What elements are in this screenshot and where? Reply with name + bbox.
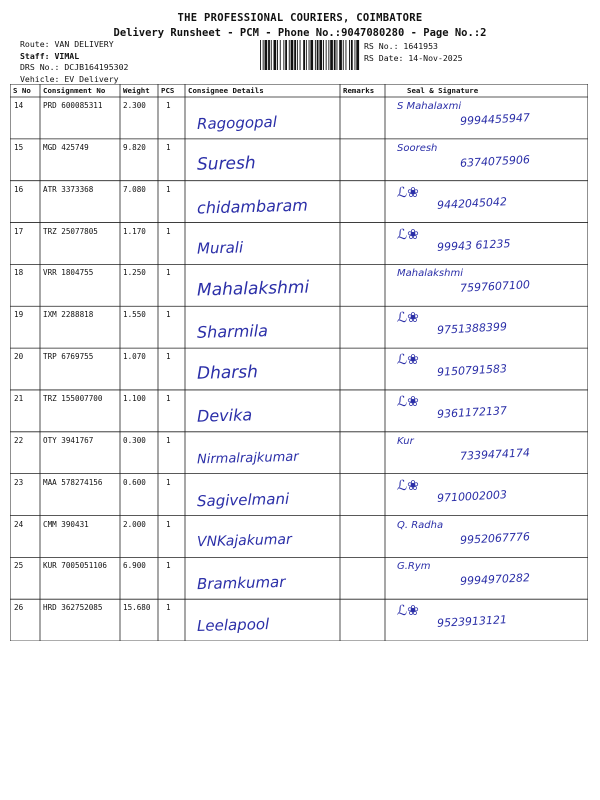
page-title: THE PROFESSIONAL COURIERS, COIMBATORE	[177, 12, 423, 24]
cell-pcs: 1	[166, 268, 171, 278]
cell-sno: 22	[14, 435, 24, 445]
signature-phone: 9952067776	[459, 529, 531, 547]
consignee-handwriting: Devika	[196, 405, 253, 426]
cell-weight: 0.600	[123, 477, 146, 487]
consignee-handwriting: Nirmalrajkumar	[196, 449, 299, 467]
signature-phone: 9361172137	[436, 404, 508, 421]
drs-text: DRS No.: DCJB164195302	[20, 62, 129, 73]
cell-sno: 14	[14, 101, 24, 110]
cell-pcs: 1	[166, 142, 171, 152]
cell-sno: 17	[14, 226, 24, 236]
rs-number-text: RS No.: 1641953	[364, 41, 438, 51]
signature-phone: 7597607100	[459, 278, 531, 296]
signature-scribble: ℒ❀	[397, 184, 419, 201]
route-text: Route: VAN DELIVERY	[20, 39, 114, 49]
cell-sno: 24	[14, 519, 24, 529]
cell-weight: 6.900	[123, 561, 146, 571]
signature-scribble: ℒ❀	[397, 352, 419, 369]
cell-weight: 1.070	[123, 352, 146, 362]
col-consignment-header: Consignment No	[43, 86, 106, 95]
cell-weight: 1.550	[123, 310, 146, 320]
cell-pcs: 1	[166, 477, 171, 487]
signature-handwriting: Mahalakshmi	[397, 268, 463, 280]
cell-sno: 19	[14, 310, 24, 320]
cell-pcs: 1	[166, 226, 171, 236]
cell-consignment-no: PRD 600085311	[43, 101, 103, 110]
signature-phone: 99943 61235	[436, 236, 511, 254]
cell-consignment-no: KUR 7005051106	[43, 561, 108, 571]
signature-scribble: ℒ❀	[397, 477, 419, 494]
vehicle-text: Vehicle: EV Delivery	[20, 73, 119, 84]
cell-consignment-no: ATR 3373368	[43, 184, 94, 194]
consignee-handwriting: Sharmila	[196, 321, 269, 343]
cell-weight: 2.000	[123, 519, 146, 529]
signature-handwriting: Sooresh	[397, 142, 438, 154]
signature-phone: 6374075906	[459, 153, 531, 170]
cell-consignment-no: OTY 3941767	[43, 435, 94, 445]
col-sno-header: S No	[13, 86, 31, 95]
cell-sno: 25	[14, 561, 24, 571]
cell-pcs: 1	[166, 561, 171, 571]
signature-handwriting: Kur	[397, 435, 414, 447]
signature-handwriting: G.Rym	[397, 561, 431, 573]
consignee-handwriting: Suresh	[196, 152, 256, 175]
cell-sno: 21	[14, 393, 24, 403]
rs-date-text: RS Date: 14-Nov-2025	[364, 52, 463, 63]
cell-weight: 1.100	[123, 393, 146, 403]
cell-consignment-no: MAA 578274156	[43, 477, 103, 487]
signature-scribble: ℒ❀	[397, 226, 419, 243]
cell-consignment-no: CMM 390431	[43, 519, 89, 529]
cell-weight: 1.170	[123, 226, 146, 236]
signature-scribble: ℒ❀	[397, 393, 419, 410]
cell-pcs: 1	[166, 603, 171, 613]
cell-sno: 20	[14, 352, 24, 362]
consignee-handwriting: Dharsh	[196, 362, 259, 384]
col-consignee-header: Consignee Details	[188, 86, 264, 95]
signature-scribble: ℒ❀	[397, 310, 419, 327]
signature-phone: 9523913121	[436, 613, 508, 631]
consignee-handwriting: VNKajakumar	[196, 532, 292, 551]
cell-weight: 7.080	[123, 184, 146, 194]
cell-pcs: 1	[166, 393, 171, 403]
cell-pcs: 1	[166, 519, 171, 529]
consignee-handwriting: Sagivelmani	[196, 489, 290, 510]
cell-pcs: 1	[166, 101, 171, 110]
signature-phone: 7339474174	[459, 445, 531, 463]
cell-consignment-no: MGD 425749	[43, 142, 89, 152]
cell-weight: 0.300	[123, 435, 146, 445]
cell-weight: 1.250	[123, 268, 146, 278]
col-remarks-header: Remarks	[343, 86, 375, 95]
cell-weight: 15.680	[123, 603, 151, 613]
cell-consignment-no: VRR 1804755	[43, 268, 94, 278]
signature-phone: 9150791583	[436, 362, 508, 379]
signature-phone: 9710002003	[436, 487, 508, 505]
cell-pcs: 1	[166, 310, 171, 320]
signature-phone: 9994455947	[459, 111, 531, 128]
cell-sno: 23	[14, 477, 24, 487]
consignee-handwriting: chidambaram	[196, 195, 309, 217]
signature-phone: 9994970282	[459, 571, 531, 589]
cell-weight: 9.820	[123, 142, 146, 152]
consignee-handwriting: Leelapool	[196, 615, 270, 635]
cell-consignment-no: HRD 362752085	[43, 603, 103, 613]
consignee-handwriting: Ragogopal	[196, 112, 278, 133]
signature-phone: 9751388399	[436, 320, 508, 338]
cell-consignment-no: TRP 6769755	[43, 352, 94, 362]
cell-pcs: 1	[166, 184, 171, 194]
cell-consignment-no: TRZ 25077805	[43, 226, 98, 236]
consignee-handwriting: Mahalakshmi	[196, 277, 310, 301]
page-subtitle: Delivery Runsheet - PCM - Phone No.:9047080280 - Page No.:2	[113, 27, 487, 39]
signature-phone: 9442045042	[436, 194, 508, 212]
consignee-handwriting: Murali	[196, 238, 244, 258]
cell-sno: 26	[14, 603, 24, 613]
cell-consignment-no: TRZ 155007700	[43, 393, 103, 403]
cell-sno: 18	[14, 268, 24, 278]
cell-pcs: 1	[166, 352, 171, 362]
col-pcs-header: PCS	[161, 86, 175, 95]
col-signature-header: Seal & Signature	[407, 86, 479, 95]
cell-sno: 15	[14, 142, 24, 152]
col-weight-header: Weight	[123, 86, 150, 95]
cell-consignment-no: IXM 2288818	[43, 310, 94, 320]
cell-sno: 16	[14, 184, 24, 194]
staff-text: Staff: VIMAL	[20, 50, 80, 61]
barcode	[260, 40, 360, 70]
signature-handwriting: Q. Radha	[397, 519, 444, 531]
cell-weight: 2.300	[123, 101, 146, 110]
cell-pcs: 1	[166, 435, 171, 445]
signature-scribble: ℒ❀	[397, 603, 419, 620]
runsheet-meta-left	[20, 39, 128, 85]
delivery-table	[10, 84, 588, 641]
signature-handwriting: S Mahalaxmi	[397, 101, 462, 112]
runsheet-meta-right	[364, 41, 463, 64]
consignee-handwriting: Bramkumar	[196, 573, 286, 594]
